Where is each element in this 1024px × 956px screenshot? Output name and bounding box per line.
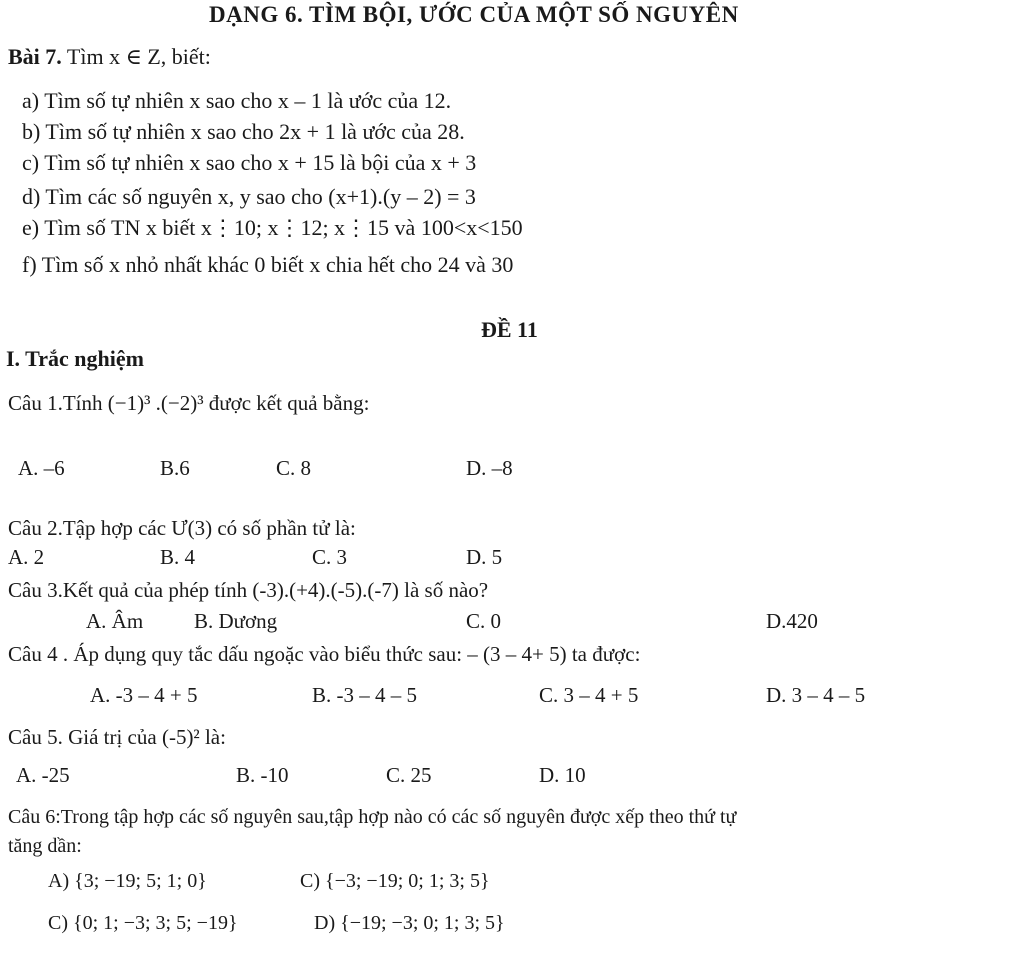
- section-title: I. Trắc nghiệm: [6, 346, 144, 371]
- question-2: Câu 2.Tập hợp các Ư(3) có số phần tử là:: [8, 516, 356, 540]
- exercise-7-heading: [8, 44, 211, 70]
- exam-title: ĐỀ 11: [481, 317, 538, 342]
- exercise-item-f: f) Tìm số x nhỏ nhất khác 0 biết x chia hết cho 24 và 30: [22, 252, 514, 277]
- q4-option-a: A. -3 – 4 + 5: [90, 683, 198, 707]
- q3-option-d: D.420: [766, 609, 818, 633]
- q5-option-d: D. 10: [539, 763, 586, 787]
- q5-option-c: C. 25: [386, 763, 432, 787]
- q4-option-b: B. -3 – 4 – 5: [312, 683, 417, 707]
- question-6-line-2: tăng dần:: [8, 835, 82, 857]
- exercise-item-e: e) Tìm số TN x biết x⋮10; x⋮12; x⋮15 và 100<x<150: [22, 215, 523, 240]
- q6-option-a: A) {3; −19; 5; 1; 0}: [48, 870, 207, 892]
- page-title: DẠNG 6. TÌM BỘI, ƯỚC CỦA MỘT SỐ NGUYÊN: [209, 2, 739, 27]
- q2-option-a: A. 2: [8, 545, 45, 569]
- exercise-item-d: d) Tìm các số nguyên x, y sao cho (x+1).(y – 2) = 3: [22, 184, 476, 209]
- q4-option-d: D. 3 – 4 – 5: [766, 683, 866, 707]
- q6-option-b: C) {−3; −19; 0; 1; 3; 5}: [300, 870, 490, 892]
- exercise-intro: Tìm x ∈ Z, biết:: [66, 44, 211, 69]
- q4-option-c: C. 3 – 4 + 5: [539, 683, 639, 707]
- q1-option-b: B.6: [160, 456, 190, 480]
- exercise-item-b: b) Tìm số tự nhiên x sao cho 2x + 1 là ước của 28.: [22, 119, 465, 144]
- q1-option-d: D. –8: [466, 456, 513, 480]
- question-6-line-1: Câu 6:Trong tập hợp các số nguyên sau,tập hợp nào có các số nguyên được xếp theo thứ tự: [8, 806, 737, 828]
- question-1: Câu 1.Tính (−1)³ .(−2)³ được kết quả bằng:: [8, 391, 370, 415]
- q6-option-c: C) {0; 1; −3; 3; 5; −19}: [48, 912, 238, 934]
- question-5: Câu 5. Giá trị của (-5)² là:: [8, 725, 226, 749]
- q1-option-c: C. 8: [276, 456, 312, 480]
- q3-option-a: A. Âm: [86, 609, 144, 633]
- exercise-label: Bài 7.: [8, 44, 62, 69]
- q3-option-b: B. Dương: [194, 609, 278, 633]
- question-4: Câu 4 . Áp dụng quy tắc dấu ngoặc vào biểu thức sau: – (3 – 4+ 5) ta được:: [8, 642, 641, 666]
- q5-option-b: B. -10: [236, 763, 289, 787]
- q2-option-d: D. 5: [466, 545, 503, 569]
- q6-option-d: D) {−19; −3; 0; 1; 3; 5}: [314, 912, 505, 934]
- exercise-item-c: c) Tìm số tự nhiên x sao cho x + 15 là bội của x + 3: [22, 150, 477, 175]
- exercise-item-a: a) Tìm số tự nhiên x sao cho x – 1 là ước của 12.: [22, 88, 452, 113]
- q2-option-b: B. 4: [160, 545, 196, 569]
- q5-option-a: A. -25: [16, 763, 70, 787]
- q2-option-c: C. 3: [312, 545, 348, 569]
- question-3: Câu 3.Kết quả của phép tính (-3).(+4).(-5).(-7) là số nào?: [8, 578, 489, 602]
- q3-option-c: C. 0: [466, 609, 502, 633]
- q1-option-a: A. –6: [18, 456, 65, 480]
